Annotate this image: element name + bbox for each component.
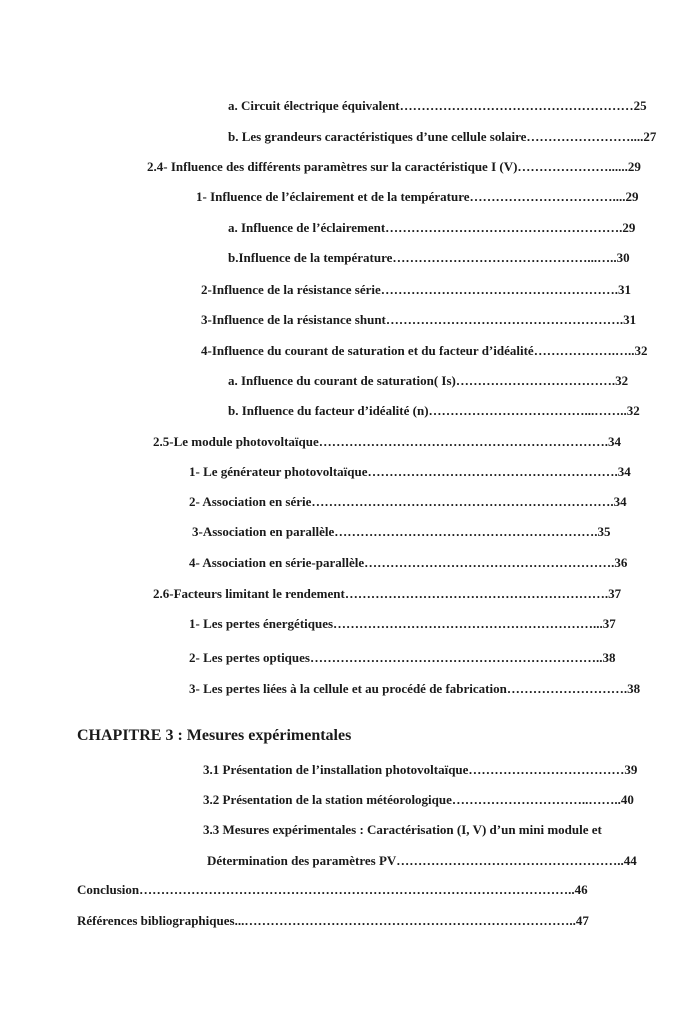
toc-entry-courant-saturation: a. Influence du courant de saturation( Is)……………………………….32 [228, 373, 629, 388]
toc-entry-courant-saturation-facteur: 4-Influence du courant de saturation et du facteur d’idéalité……………….…..32 [201, 343, 648, 358]
toc-entry-association-parallele: 3-Association en parallèle…………………………………………………….35 [192, 524, 611, 539]
toc-entry-3-2: 3.2 Présentation de la station météorologique…………………………..……..40 [203, 792, 634, 807]
toc-entry-influence-eclairement: a. Influence de l’éclairement……………………………………………….29 [228, 220, 636, 235]
toc-entry-3-3-continuation: Détermination des paramètres PV……………………………………………..44 [207, 853, 637, 868]
toc-entry-resistance-serie: 2-Influence de la résistance série……………………………………………….31 [201, 282, 632, 297]
toc-entry-association-serie-parallele: 4- Association en série-parallèle………………………………………………….36 [189, 555, 628, 570]
toc-entry-facteur-idealite: b. Influence du facteur d’idéalité (n)………………………………...……..32 [228, 403, 640, 418]
toc-entry-pertes-cellule: 3- Les pertes liées à la cellule et au procédé de fabrication……………………….38 [189, 681, 641, 696]
toc-entry-section-2-6: 2.6-Facteurs limitant le rendement…………………………………………………….37 [153, 586, 622, 601]
toc-entry-pertes-optiques: 2- Les pertes optiques…………………………………………………………..38 [189, 650, 616, 665]
toc-entry-association-serie: 2- Association en série…………………………………………………………….34 [189, 494, 627, 509]
toc-entry-section-2-4: 2.4- Influence des différents paramètres sur la caractéristique I (V)…………………......29 [147, 159, 641, 174]
toc-entry-circuit-electrique: a. Circuit électrique équivalent………………………………………………25 [228, 98, 647, 113]
toc-entry-pertes-energetiques: 1- Les pertes énergétiques……………………………………………………...37 [189, 616, 616, 631]
toc-entry-generateur-pv: 1- Le générateur photovoltaïque………………………………………………….34 [189, 464, 631, 479]
toc-entry-3-1: 3.1 Présentation de l’installation photovoltaïque………………………………39 [203, 762, 638, 777]
toc-entry-influence-temperature: b.Influence de la température………………………………………...…..30 [228, 250, 630, 265]
toc-entry-conclusion: Conclusion………………………………………………………………………………………..46 [77, 882, 588, 897]
toc-entry-references: Références bibliographiques...…………………………………………………………………..47 [77, 913, 589, 928]
toc-entry-section-2-5: 2.5-Le module photovoltaïque………………………………………………………….34 [153, 434, 622, 449]
toc-entry-grandeurs-caracteristiques: b. Les grandeurs caractéristiques d’une cellule solaire……………………....27 [228, 129, 657, 144]
chapter-3-heading: CHAPITRE 3 : Mesures expérimentales [77, 727, 352, 744]
toc-entry-eclairement-temperature: 1- Influence de l’éclairement et de la température……………………………....29 [196, 189, 639, 204]
toc-entry-3-3: 3.3 Mesures expérimentales : Caractérisation (I, V) d’un mini module et [203, 822, 602, 837]
toc-entry-resistance-shunt: 3-Influence de la résistance shunt……………………………………………….31 [201, 312, 637, 327]
